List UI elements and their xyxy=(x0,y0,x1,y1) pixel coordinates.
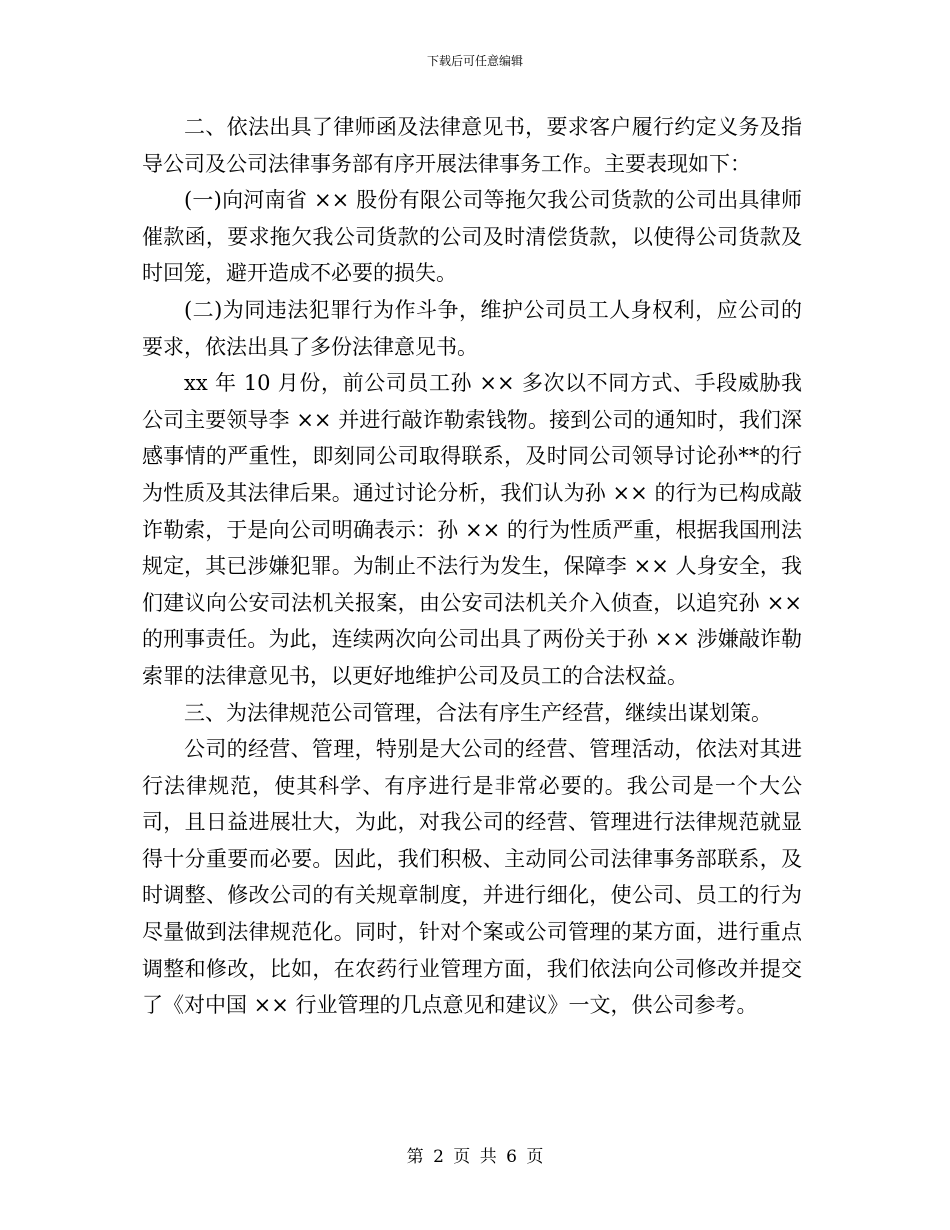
paragraph-case-detail: xx 年 10 月份，前公司员工孙 ×× 多次以不同方式、手段威胁我公司主要领导李 ×× 并进行敲诈勒索钱物。接到公司的通知时，我们深感事情的严重性，即刻同公司取得联系，及时同公司领导讨论孙**的行为性质及其法律后果。通过讨论分析，我们认为孙 ×× 的行为已构成敲诈勒索，于是向公司明确表示：孙 ×× 的行为性质严重，根据我国刑法规定，其已涉嫌犯罪。为制止不法行为发生，保障李 ×× 人身安全，我们建议向公安司法机关报案，由公安司法机关介入侦查，以追究孙 ×× 的刑事责任。为此，连续两次向公司出具了两份关于孙 ×× 涉嫌敲诈勒索罪的法律意见书，以更好地维护公司及员工的合法权益。 xyxy=(142,371,802,688)
paragraph-item-two: (二)为同违法犯罪行为作斗争，维护公司员工人身权利，应公司的要求，依法出具了多份法律意见书。 xyxy=(142,297,802,359)
page-number: 第 2 页 共 6 页 xyxy=(406,1147,544,1167)
paragraph-item-one: (一)向河南省 ×× 股份有限公司等拖欠我公司货款的公司出具律师催款函，要求拖欠我公司货款的公司及时清偿货款，以使得公司货款及时回笼，避开造成不必要的损失。 xyxy=(142,188,802,286)
document-body xyxy=(142,109,802,1024)
paragraph-section-three: 三、为法律规范公司管理，合法有序生产经营，继续出谋划策。 xyxy=(184,700,772,725)
paragraph-management: 公司的经营、管理，特别是大公司的经营、管理活动，依法对其进行法律规范，使其科学、有序进行是非常必要的。我公司是一个大公司，且日益进展壮大，为此，对我公司的经营、管理进行法律规范就显得十分重要而必要。因此，我们积极、主动同公司法律事务部联系，及时调整、修改公司的有关规章制度，并进行细化，使公司、员工的行为尽量做到法律规范化。同时，针对个案或公司管理的某方面，进行重点调整和修改，比如，在农药行业管理方面，我们依法向公司修改并提交了《对中国 ×× 行业管理的几点意见和建议》一文，供公司参考。 xyxy=(142,737,802,1018)
paragraph-section-two: 二、依法出具了律师函及法律意见书，要求客户履行约定义务及指导公司及公司法律事务部有序开展法律事务工作。主要表现如下： xyxy=(142,115,802,176)
page-header-note: 下载后可任意编辑 xyxy=(426,54,523,68)
